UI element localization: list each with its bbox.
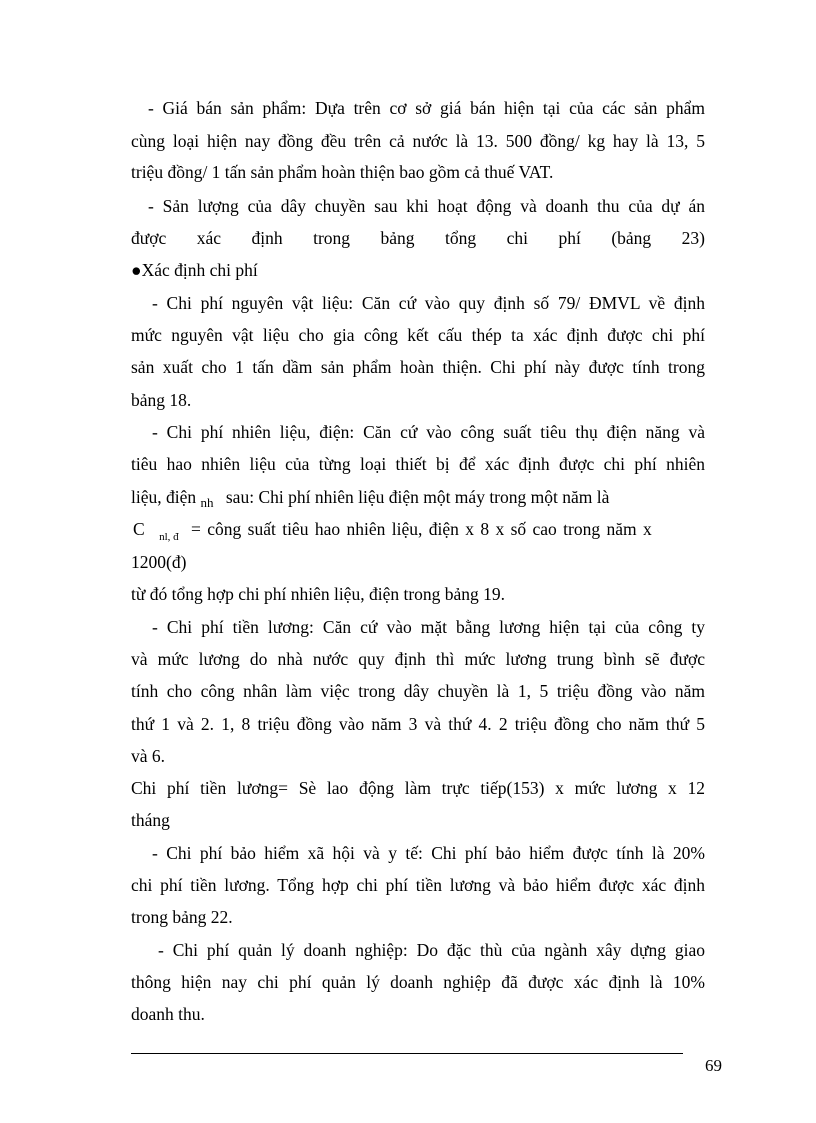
text-line: thứ 1 và 2. 1, 8 triệu đồng vào năm 3 và thứ 4. 2 triệu đồng cho năm thứ 5	[131, 714, 705, 734]
text-line: - Chi phí nhiên liệu, điện: Căn cứ vào công suất tiêu thụ điện năng và	[152, 422, 705, 442]
subscript: nh	[200, 495, 214, 510]
text-line: Chi phí tiền lương= Sè lao động làm trực tiếp(153) x mức lương x 12	[131, 778, 705, 798]
text-line: chi phí tiền lương. Tổng hợp chi phí tiền lương và bảo hiểm được xác định	[131, 875, 705, 895]
text-line: sản xuất cho 1 tấn dầm sản phẩm hoàn thiện. Chi phí này được tính trong	[131, 357, 705, 377]
text-line: - Chi phí quản lý doanh nghiệp: Do đặc thù của ngành xây dựng giao	[158, 940, 705, 960]
text-line: 1200(đ)	[131, 552, 187, 572]
page-number: 69	[705, 1056, 722, 1075]
text-line	[131, 486, 705, 510]
text-line: thông hiện nay chi phí quản lý doanh nghiệp đã được xác định là 10%	[131, 972, 705, 992]
text-line: tiêu hao nhiên liệu của từng loại thiết bị để xác định được chi phí nhiên	[131, 454, 705, 474]
text-line	[133, 518, 707, 543]
text-line: tính cho công nhân làm việc trong dây chuyền là 1, 5 triệu đồng vào năm	[131, 681, 705, 701]
subscript: nl, đ	[159, 531, 179, 543]
text-line: ●Xác định chi phí	[131, 260, 258, 280]
footer-divider	[131, 1053, 683, 1054]
variable: C	[133, 519, 145, 539]
text-line: và mức lương do nhà nước quy định thì mức lương trung bình sẽ được	[131, 649, 705, 669]
text-line: - Chi phí bảo hiểm xã hội và y tế: Chi phí bảo hiểm được tính là 20%	[152, 843, 705, 863]
text-line: - Chi phí tiền lương: Căn cứ vào mặt bằng lương hiện tại của công ty	[152, 617, 705, 637]
text-line: - Giá bán sản phẩm: Dựa trên cơ sở giá bán hiện tại của các sản phẩm	[148, 98, 705, 118]
text-line: cùng loại hiện nay đồng đều trên cả nước là 13. 500 đồng/ kg hay là 13, 5	[131, 131, 705, 151]
text-line: từ đó tổng hợp chi phí nhiên liệu, điện trong bảng 19.	[131, 584, 506, 604]
text-line: mức nguyên vật liệu cho gia công kết cấu thép ta xác định được chi phí	[131, 325, 705, 345]
text-fragment: = công suất tiêu hao nhiên liệu, điện x 8 x số cao trong năm x	[191, 519, 652, 539]
text-line: và 6.	[131, 746, 166, 766]
text-line: - Chi phí nguyên vật liệu: Căn cứ vào quy định số 79/ ĐMVL về định	[152, 293, 705, 313]
text-line: trong bảng 22.	[131, 907, 233, 927]
text-line: bảng 18.	[131, 390, 192, 410]
text-line: - Sản lượng của dây chuyền sau khi hoạt động và doanh thu của dự án	[148, 196, 705, 216]
text-fragment: sau: Chi phí nhiên liệu điện một máy trong một năm là	[225, 487, 610, 507]
text-fragment: liệu, điện	[131, 487, 197, 507]
text-line: doanh thu.	[131, 1004, 205, 1024]
text-line: tháng	[131, 810, 170, 830]
text-line: được xác định trong bảng tổng chi phí (bảng 23)	[131, 228, 705, 248]
text-line: triệu đồng/ 1 tấn sản phẩm hoàn thiện bao gồm cả thuế VAT.	[131, 162, 554, 182]
